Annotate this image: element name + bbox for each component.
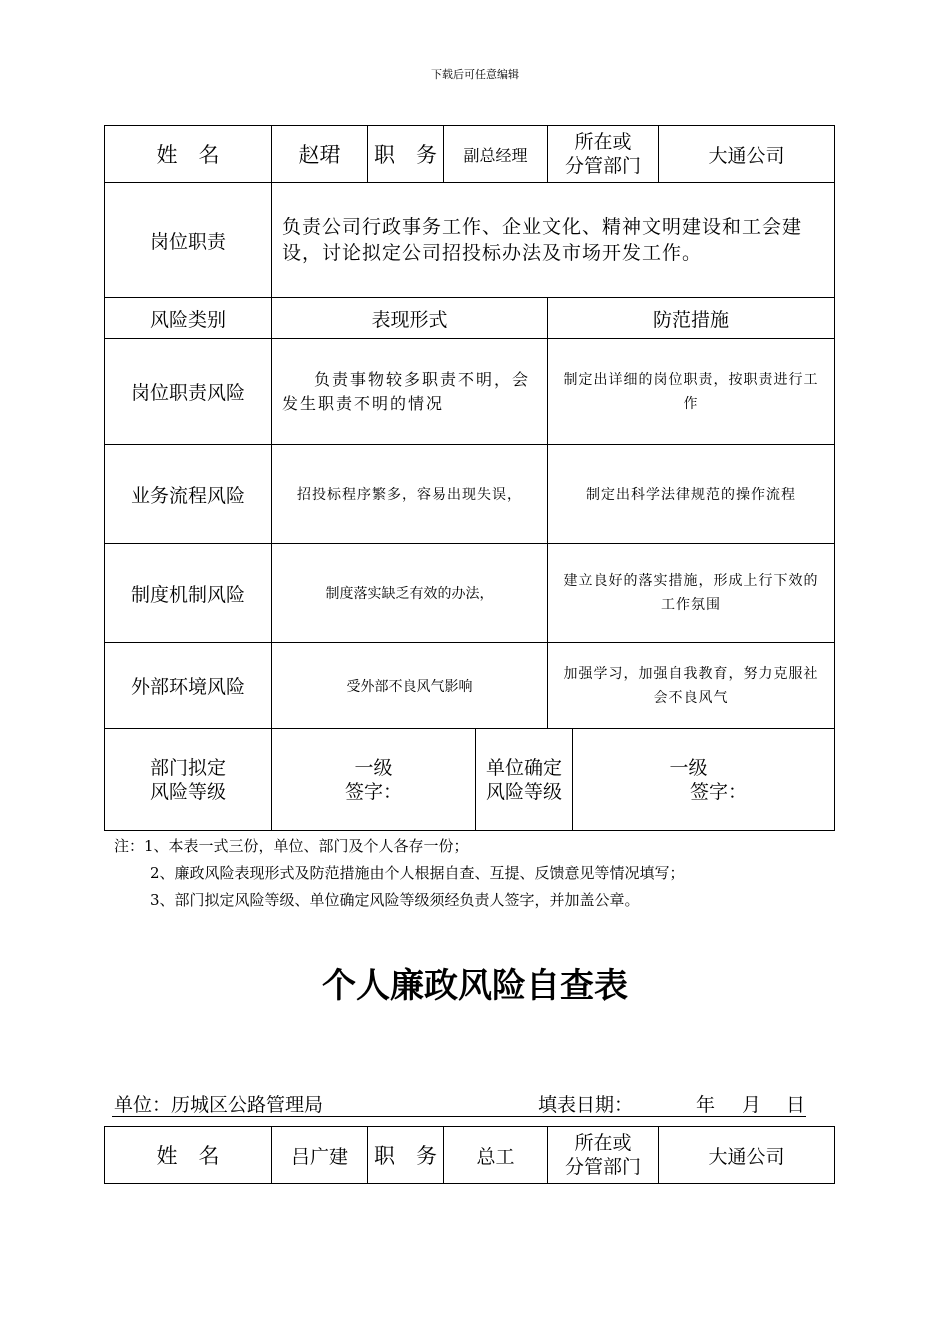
unit-risk-level xyxy=(573,729,835,831)
risk-table-1 xyxy=(104,125,835,831)
date-label: 填表日期： xyxy=(538,1094,634,1116)
unit-date-line xyxy=(112,1090,806,1117)
risk-category: 岗位职责风险 xyxy=(105,339,272,445)
risk-table-2 xyxy=(104,1126,835,1184)
name-value: 吕广建 xyxy=(272,1127,368,1184)
note-1: 注：1、本表一式三份，单位、部门及个人各存一份； xyxy=(114,837,469,855)
dept-label: 所在或 分管部门 xyxy=(548,1127,659,1184)
date-month: 月 xyxy=(742,1094,762,1116)
name-value: 赵珺 xyxy=(272,126,368,183)
name-label: 姓 名 xyxy=(105,126,272,183)
position-label: 职 务 xyxy=(368,126,444,183)
risk-measure: 建立良好的落实措施，形成上行下效的工作氛围 xyxy=(548,544,835,643)
notes xyxy=(114,833,685,914)
risk-category: 制度机制风险 xyxy=(105,544,272,643)
dept-label: 所在或 分管部门 xyxy=(548,126,659,183)
unit-level-value: 一级 xyxy=(669,756,708,779)
col-header-form: 表现形式 xyxy=(272,298,548,339)
risk-category: 外部环境风险 xyxy=(105,643,272,729)
unit-text: 单位：历城区公路管理局 xyxy=(114,1094,324,1116)
date-year: 年 xyxy=(696,1094,716,1116)
col-header-measure: 防范措施 xyxy=(548,298,835,339)
page-title: 个人廉政风险自查表 xyxy=(322,966,628,1006)
position-label: 职 务 xyxy=(368,1127,444,1184)
position-value: 总工 xyxy=(444,1127,548,1184)
unit-sign: 签字： xyxy=(690,780,748,803)
col-header-category: 风险类别 xyxy=(105,298,272,339)
note-2: 2、廉政风险表现形式及防范措施由个人根据自查、互提、反馈意见等情况填写； xyxy=(150,864,685,882)
header-note: 下载后可任意编辑 xyxy=(431,68,519,81)
date-day: 日 xyxy=(786,1094,806,1116)
dept-sign: 签字： xyxy=(344,780,402,803)
dept-level-value: 一级 xyxy=(354,756,393,779)
duty-text: 负责公司行政事务工作、企业文化、精神文明建设和工会建设，讨论拟定公司招投标办法及市场开发工作。 xyxy=(272,183,835,298)
risk-measure: 制定出科学法律规范的操作流程 xyxy=(548,445,835,544)
risk-category: 业务流程风险 xyxy=(105,445,272,544)
unit-risk-level-label: 单位确定 风险等级 xyxy=(476,729,573,831)
name-label: 姓 名 xyxy=(105,1127,272,1184)
dept-risk-level xyxy=(272,729,476,831)
risk-form: 招投标程序繁多，容易出现失误， xyxy=(272,445,548,544)
dept-risk-level-label: 部门拟定 风险等级 xyxy=(105,729,272,831)
risk-form: 负责事物较多职责不明，会发生职责不明的情况 xyxy=(272,339,548,445)
risk-measure: 制定出详细的岗位职责，按职责进行工作 xyxy=(548,339,835,445)
dept-value: 大通公司 xyxy=(659,1127,835,1184)
risk-form: 受外部不良风气影响 xyxy=(272,643,548,729)
position-value: 副总经理 xyxy=(444,126,548,183)
dept-value: 大通公司 xyxy=(659,126,835,183)
risk-form: 制度落实缺乏有效的办法， xyxy=(272,544,548,643)
note-3: 3、部门拟定风险等级、单位确定风险等级须经负责人签字，并加盖公章。 xyxy=(150,891,640,909)
risk-measure: 加强学习，加强自我教育，努力克服社会不良风气 xyxy=(548,643,835,729)
duty-label: 岗位职责 xyxy=(105,183,272,298)
